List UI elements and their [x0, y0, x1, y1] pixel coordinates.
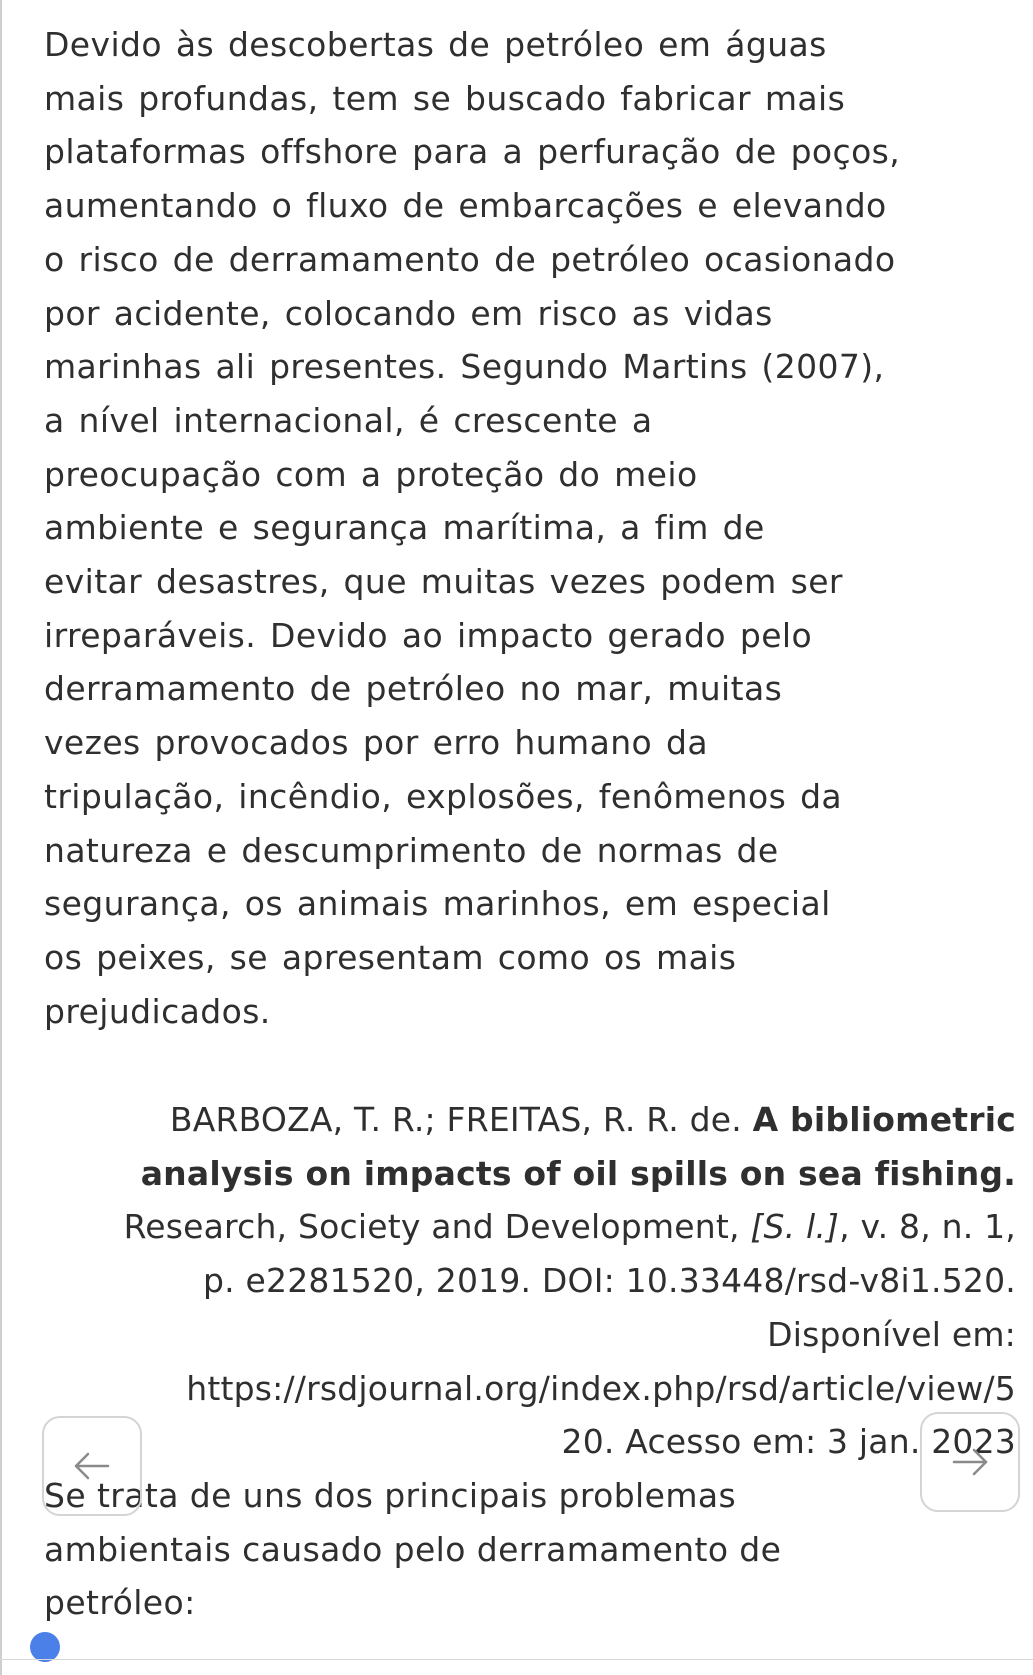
next-button[interactable] — [920, 1412, 1020, 1512]
passage-line: ambiente e segurança marítima, a fim de — [44, 508, 765, 548]
citation-line-3 — [44, 1200, 1016, 1254]
passage-line: Devido às descobertas de petróleo em águas — [44, 25, 827, 64]
passage-line: segurança, os animais marinhos, em especial — [44, 884, 831, 924]
citation-title: analysis on impacts of oil spills on sea fishing. — [140, 1153, 1016, 1193]
citation-place: [S. l.] — [750, 1207, 840, 1247]
passage-text — [44, 18, 1004, 1038]
citation-access: 20. Acesso em: 3 jan. 2023 — [561, 1422, 1016, 1462]
passage-line: natureza e descumprimento de normas de — [44, 830, 779, 870]
citation-line-1 — [44, 1093, 1016, 1147]
passage-line: vezes provocados por erro humano da — [44, 723, 708, 763]
passage-line: evitar desastres, que muitas vezes podem ser — [44, 562, 843, 602]
passage-line: marinhas ali presentes. Segundo Martins (2007), — [44, 347, 885, 387]
progress-dot — [30, 1632, 60, 1662]
citation-line-2 — [44, 1147, 1016, 1201]
citation-volume: , v. 8, n. 1, — [839, 1207, 1016, 1247]
passage-line: irreparáveis. Devido ao impacto gerado pelo — [44, 615, 813, 655]
passage-line: tripulação, incêndio, explosões, fenômenos da — [44, 776, 843, 816]
passage-line: mais profundas, tem se buscado fabricar mais — [44, 78, 846, 118]
arrow-left-icon — [70, 1444, 114, 1488]
passage-line: derramamento de petróleo no mar, muitas — [44, 669, 783, 709]
citation-reference — [44, 1093, 1016, 1469]
passage-line: preocupação com a proteção do meio — [44, 454, 698, 494]
passage-line: os peixes, se apresentam como os mais — [44, 937, 737, 977]
bottom-divider — [0, 1659, 1033, 1660]
previous-button[interactable] — [42, 1416, 142, 1516]
question-line: ambientais causado pelo derramamento de — [44, 1529, 782, 1569]
question-line: Se trata de uns dos principais problemas — [44, 1476, 737, 1515]
question-line: petróleo: — [44, 1583, 196, 1623]
passage-line: por acidente, colocando em risco as vidas — [44, 293, 773, 333]
citation-available: Disponível em: — [767, 1314, 1016, 1354]
passage-line: o risco de derramamento de petróleo ocasionado — [44, 239, 896, 279]
citation-journal: Research, Society and Development, — [123, 1207, 740, 1247]
passage-line: prejudicados. — [44, 991, 271, 1031]
citation-title: A bibliometric — [752, 1100, 1016, 1139]
left-border — [0, 0, 2, 1675]
citation-authors: BARBOZA, T. R.; FREITAS, R. R. de. — [169, 1100, 742, 1139]
passage-line: aumentando o fluxo de embarcações e elevando — [44, 186, 887, 226]
citation-pages-doi: p. e2281520, 2019. DOI: 10.33448/rsd-v8i1.520. — [202, 1261, 1016, 1301]
passage-line: a nível internacional, é crescente a — [44, 400, 653, 440]
passage-line: plataformas offshore para a perfuração de poços, — [44, 132, 901, 172]
citation-url: https://rsdjournal.org/index.php/rsd/article/view/5 — [186, 1368, 1016, 1408]
arrow-right-icon — [948, 1440, 992, 1484]
question-text — [44, 1469, 1004, 1630]
